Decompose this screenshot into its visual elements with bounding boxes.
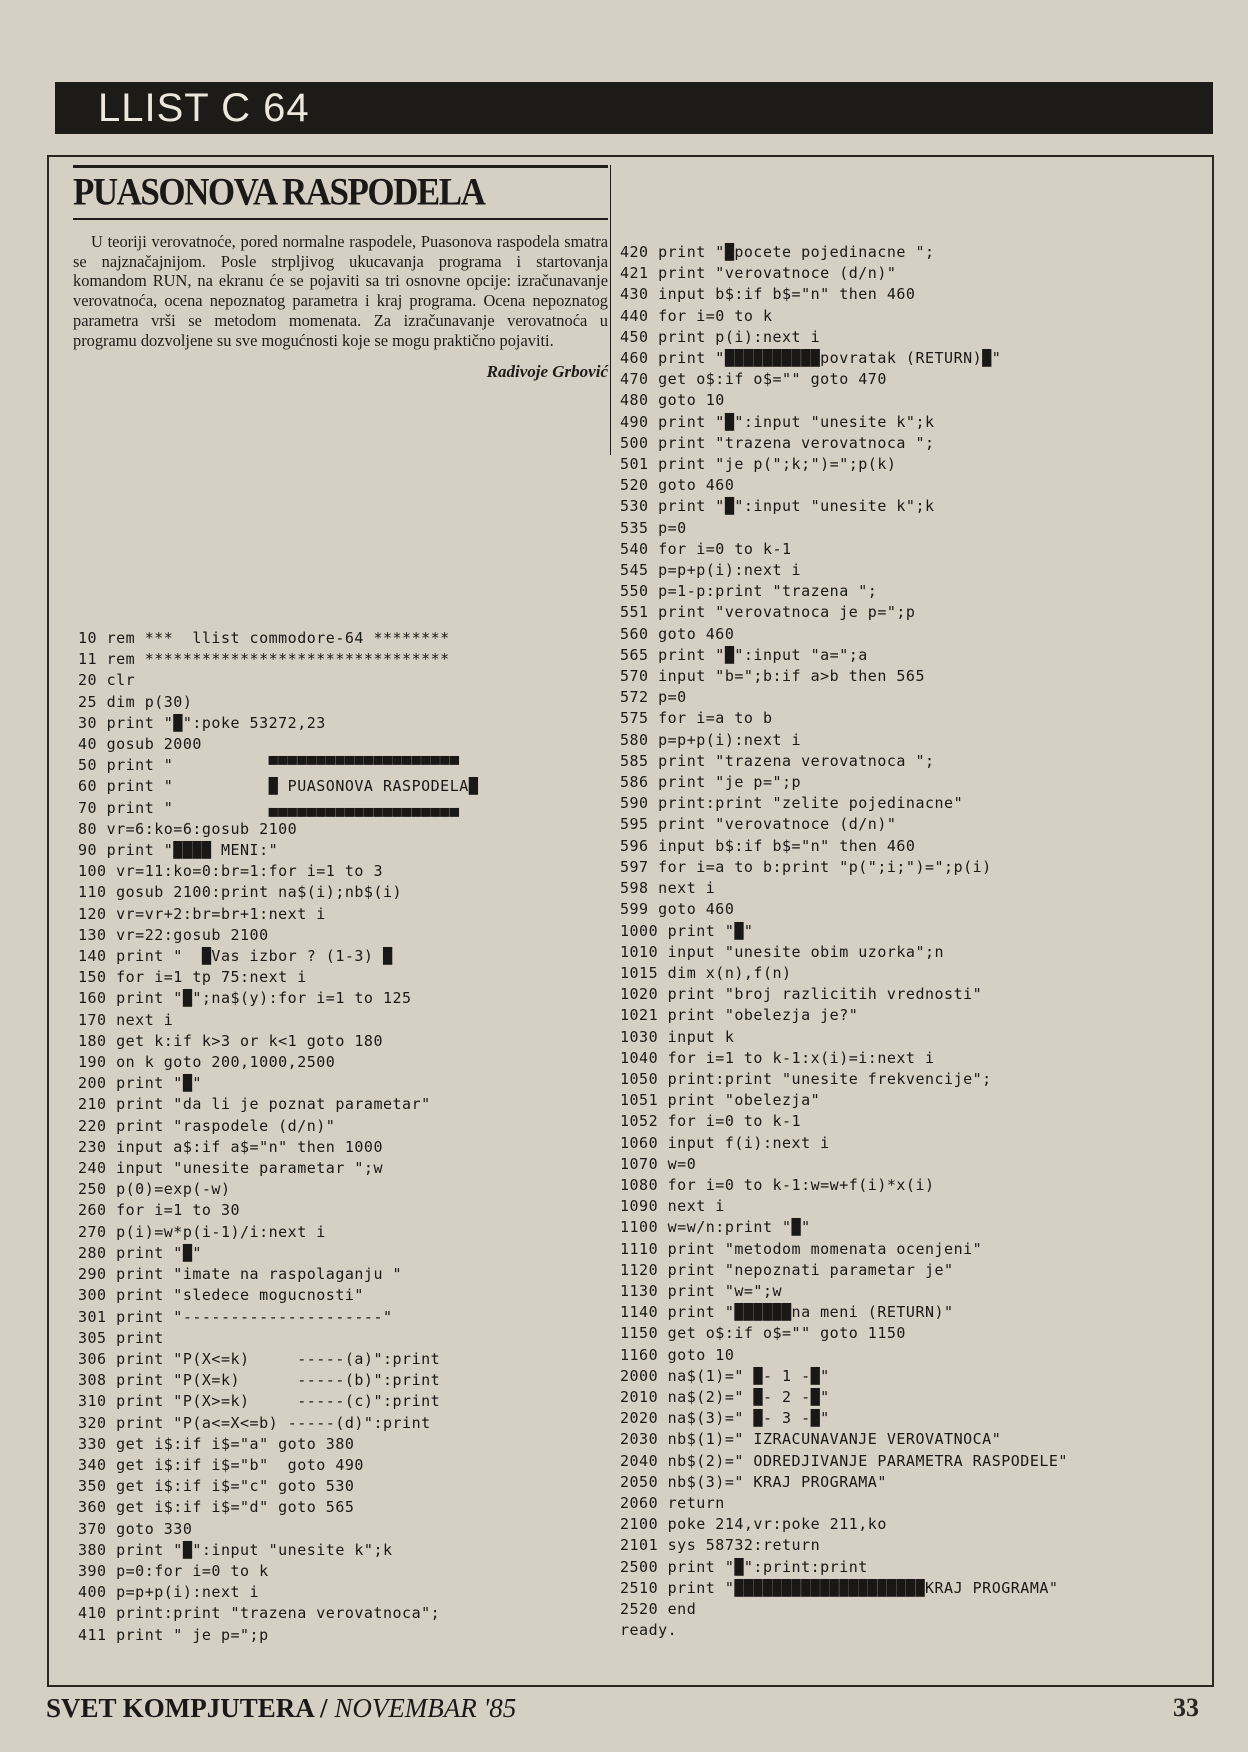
code-line: 80 vr=6:ko=6:gosub 2100	[78, 819, 298, 838]
code-line: 2500 print "█":print:print	[620, 1557, 868, 1576]
code-line: ready.	[620, 1621, 678, 1640]
code-line: 535 p=0	[620, 518, 687, 537]
code-line: 501 print "je p(";k;")=";p(k)	[620, 455, 897, 474]
code-line: 2050 nb$(3)=" KRAJ PROGRAMA"	[620, 1472, 887, 1491]
magazine-name: SVET KOMPJUTERA /	[46, 1693, 328, 1723]
code-line: 10 rem *** llist commodore-64 ********	[78, 629, 450, 647]
basic-listing-right	[620, 242, 1068, 1641]
code-line: 597 for i=a to b:print "p(";i;")=";p(i)	[620, 857, 992, 876]
article-intro: U teoriji verovatnoće, pored normalne raspodele, Puasonova raspodela smatra se najznačajnijom. Posle strpljivog ukucavanja programa i startovanja komandom RUN, na ekranu će se pojaviti sa tri osnovne opcije: izračunavanje verovatnoća, ocena nepoznatog parametra i kraj programa. Ocena nepoznatog parametra vrši se metodom momenata. Za izračunavanje verovatnoća u programu dozvoljene su sve mogućnosti koje se mogu praktično pojaviti.	[73, 232, 608, 350]
code-line: 1050 print:print "unesite frekvencije";	[620, 1069, 992, 1088]
code-line: 460 print "██████████povratak (RETURN)█"	[620, 349, 1002, 368]
code-line: 2010 na$(2)=" █- 2 -█"	[620, 1387, 830, 1406]
code-line: 1160 goto 10	[620, 1345, 735, 1364]
magazine-footer	[46, 1693, 516, 1724]
code-line: 1021 print "obelezja je?"	[620, 1006, 859, 1025]
column-divider	[610, 165, 611, 455]
code-line: 411 print " je p=";p	[78, 1625, 269, 1644]
code-line: 2020 na$(3)=" █- 3 -█"	[620, 1409, 830, 1428]
title-rule-top	[73, 165, 608, 168]
code-line: 586 print "je p=";p	[620, 773, 802, 792]
code-line: 400 p=p+p(i):next i	[78, 1583, 260, 1602]
code-line: 180 get k:if k>3 or k<1 goto 180	[78, 1031, 383, 1050]
code-line: 320 print "P(a<=X<=b) -----(d)":print	[78, 1413, 431, 1432]
code-line: 280 print "█"	[78, 1243, 202, 1262]
code-line: 2510 print "████████████████████KRAJ PROGRAMA"	[620, 1578, 1059, 1597]
code-line: 421 print "verovatnoce (d/n)"	[620, 264, 897, 283]
issue-date: NOVEMBAR '85	[334, 1693, 517, 1723]
code-line: 350 get i$:if i$="c" goto 530	[78, 1477, 355, 1496]
code-line: 100 vr=11:ko=0:br=1:for i=1 to 3	[78, 862, 383, 881]
code-line: 585 print "trazena verovatnoca ";	[620, 751, 935, 770]
code-line: 150 for i=1 tp 75:next i	[78, 968, 307, 987]
code-line: 240 input "unesite parametar ";w	[78, 1159, 383, 1178]
code-line: 1060 input f(i):next i	[620, 1133, 830, 1152]
article-author: Radivoje Grbović	[486, 362, 608, 381]
code-line: 230 input a$:if a$="n" then 1000	[78, 1137, 383, 1156]
code-line: 200 print "█"	[78, 1074, 202, 1093]
code-line: 2520 end	[620, 1600, 697, 1618]
code-line: 580 p=p+p(i):next i	[620, 730, 802, 749]
code-line: 1000 print "█"	[620, 921, 754, 940]
code-line: 370 goto 330	[78, 1519, 193, 1538]
code-line: 1120 print "nepoznati parametar je"	[620, 1260, 954, 1279]
code-line: 30 print "█":poke 53272,23	[78, 713, 326, 732]
code-line: 545 p=p+p(i):next i	[620, 561, 802, 580]
code-line: 250 p(0)=exp(-w)	[78, 1180, 231, 1199]
section-title: LLIST C 64	[98, 86, 310, 130]
code-line: 25 dim p(30)	[78, 692, 193, 711]
code-line: 305 print	[78, 1328, 164, 1347]
code-line: 1040 for i=1 to k-1:x(i)=i:next i	[620, 1048, 935, 1067]
code-line: 120 vr=vr+2:br=br+1:next i	[78, 904, 326, 923]
code-line: 308 print "P(X=k) -----(b)":print	[78, 1371, 441, 1390]
code-line: 210 print "da li je poznat parametar"	[78, 1095, 431, 1114]
page-number: 33	[1173, 1693, 1199, 1722]
code-line: 2100 poke 214,vr:poke 211,ko	[620, 1515, 887, 1534]
code-line: 1130 print "w=";w	[620, 1281, 783, 1300]
code-line: 360 get i$:if i$="d" goto 565	[78, 1498, 355, 1517]
code-line: 1150 get o$:if o$="" goto 1150	[620, 1324, 906, 1343]
code-line: 40 gosub 2000	[78, 735, 202, 754]
code-line: 310 print "P(X>=k) -----(c)":print	[78, 1392, 441, 1411]
code-line: 2000 na$(1)=" █- 1 -█"	[620, 1366, 830, 1385]
article-title: PUASONOVA RASPODELA	[73, 170, 485, 214]
code-line: 490 print "█":input "unesite k";k	[620, 412, 935, 431]
code-line: 190 on k goto 200,1000,2500	[78, 1053, 336, 1072]
code-line: 1015 dim x(n),f(n)	[620, 963, 792, 982]
code-line: 1090 next i	[620, 1197, 725, 1216]
code-line: 1030 input k	[620, 1027, 735, 1046]
code-line: 70 print " ▄▄▄▄▄▄▄▄▄▄▄▄▄▄▄▄▄▄▄▄	[78, 798, 460, 817]
code-line: 550 p=1-p:print "trazena ";	[620, 582, 878, 601]
code-line: 500 print "trazena verovatnoca ";	[620, 433, 935, 452]
title-rule-bottom	[73, 218, 608, 220]
code-line: 530 print "█":input "unesite k";k	[620, 497, 935, 516]
code-line: 290 print "imate na raspolaganju "	[78, 1265, 403, 1284]
code-line: 140 print " █Vas izbor ? (1-3) █	[78, 947, 393, 966]
code-line: 540 for i=0 to k-1	[620, 539, 792, 558]
code-line: 1140 print "██████na meni (RETURN)"	[620, 1303, 954, 1322]
code-line: 551 print "verovatnoca je p=";p	[620, 603, 916, 622]
code-line: 1052 for i=0 to k-1	[620, 1112, 802, 1131]
code-line: 2060 return	[620, 1493, 725, 1512]
code-line: 590 print:print "zelite pojedinacne"	[620, 794, 964, 813]
code-line: 420 print "█pocete pojedinacne ";	[620, 243, 935, 261]
code-line: 11 rem ********************************	[78, 650, 450, 669]
code-line: 300 print "sledece mogucnosti"	[78, 1286, 364, 1305]
code-line: 330 get i$:if i$="a" goto 380	[78, 1434, 355, 1453]
basic-listing-left	[78, 628, 478, 1646]
code-line: 450 print p(i):next i	[620, 327, 821, 346]
code-line: 1020 print "broj razlicitih vrednosti"	[620, 985, 983, 1004]
code-line: 160 print "█";na$(y):for i=1 to 125	[78, 989, 412, 1008]
code-line: 220 print "raspodele (d/n)"	[78, 1116, 336, 1135]
code-line: 60 print " █ PUASONOVA RASPODELA█	[78, 777, 479, 796]
code-line: 480 goto 10	[620, 391, 725, 410]
code-line: 2101 sys 58732:return	[620, 1536, 821, 1555]
code-line: 20 clr	[78, 671, 136, 690]
code-line: 130 vr=22:gosub 2100	[78, 925, 269, 944]
code-line: 430 input b$:if b$="n" then 460	[620, 285, 916, 304]
code-line: 90 print "████ MENI:"	[78, 841, 279, 860]
code-line: 560 goto 460	[620, 624, 735, 643]
code-line: 50 print " ▀▀▀▀▀▀▀▀▀▀▀▀▀▀▀▀▀▀▀▀	[78, 756, 460, 775]
code-line: 595 print "verovatnoce (d/n)"	[620, 815, 897, 834]
code-line: 520 goto 460	[620, 476, 735, 495]
code-line: 301 print "---------------------"	[78, 1307, 393, 1326]
code-line: 380 print "█":input "unesite k";k	[78, 1540, 393, 1559]
code-line: 2040 nb$(2)=" ODREDJIVANJE PARAMETRA RASPODELE"	[620, 1451, 1068, 1470]
code-line: 340 get i$:if i$="b" goto 490	[78, 1455, 364, 1474]
code-line: 572 p=0	[620, 688, 687, 707]
code-line: 470 get o$:if o$="" goto 470	[620, 370, 887, 389]
code-line: 599 goto 460	[620, 900, 735, 919]
code-line: 1070 w=0	[620, 1154, 697, 1173]
code-line: 570 input "b=";b:if a>b then 565	[620, 667, 925, 686]
code-line: 596 input b$:if b$="n" then 460	[620, 836, 916, 855]
code-line: 565 print "█":input "a=";a	[620, 645, 868, 664]
code-line: 1051 print "obelezja"	[620, 1091, 821, 1110]
code-line: 170 next i	[78, 1010, 174, 1029]
code-line: 1010 input "unesite obim uzorka";n	[620, 942, 945, 961]
code-line: 1080 for i=0 to k-1:w=w+f(i)*x(i)	[620, 1175, 935, 1194]
code-line: 1110 print "metodom momenata ocenjeni"	[620, 1239, 983, 1258]
code-line: 270 p(i)=w*p(i-1)/i:next i	[78, 1222, 326, 1241]
code-line: 2030 nb$(1)=" IZRACUNAVANJE VEROVATNOCA"	[620, 1430, 1002, 1449]
code-line: 390 p=0:for i=0 to k	[78, 1561, 269, 1580]
code-line: 260 for i=1 to 30	[78, 1201, 241, 1220]
code-line: 410 print:print "trazena verovatnoca";	[78, 1604, 441, 1623]
code-line: 306 print "P(X<=k) -----(a)":print	[78, 1349, 441, 1368]
code-line: 110 gosub 2100:print na$(i);nb$(i)	[78, 883, 403, 902]
code-line: 440 for i=0 to k	[620, 306, 773, 325]
code-line: 598 next i	[620, 879, 716, 898]
code-line: 575 for i=a to b	[620, 709, 773, 728]
code-line: 1100 w=w/n:print "█"	[620, 1218, 811, 1237]
